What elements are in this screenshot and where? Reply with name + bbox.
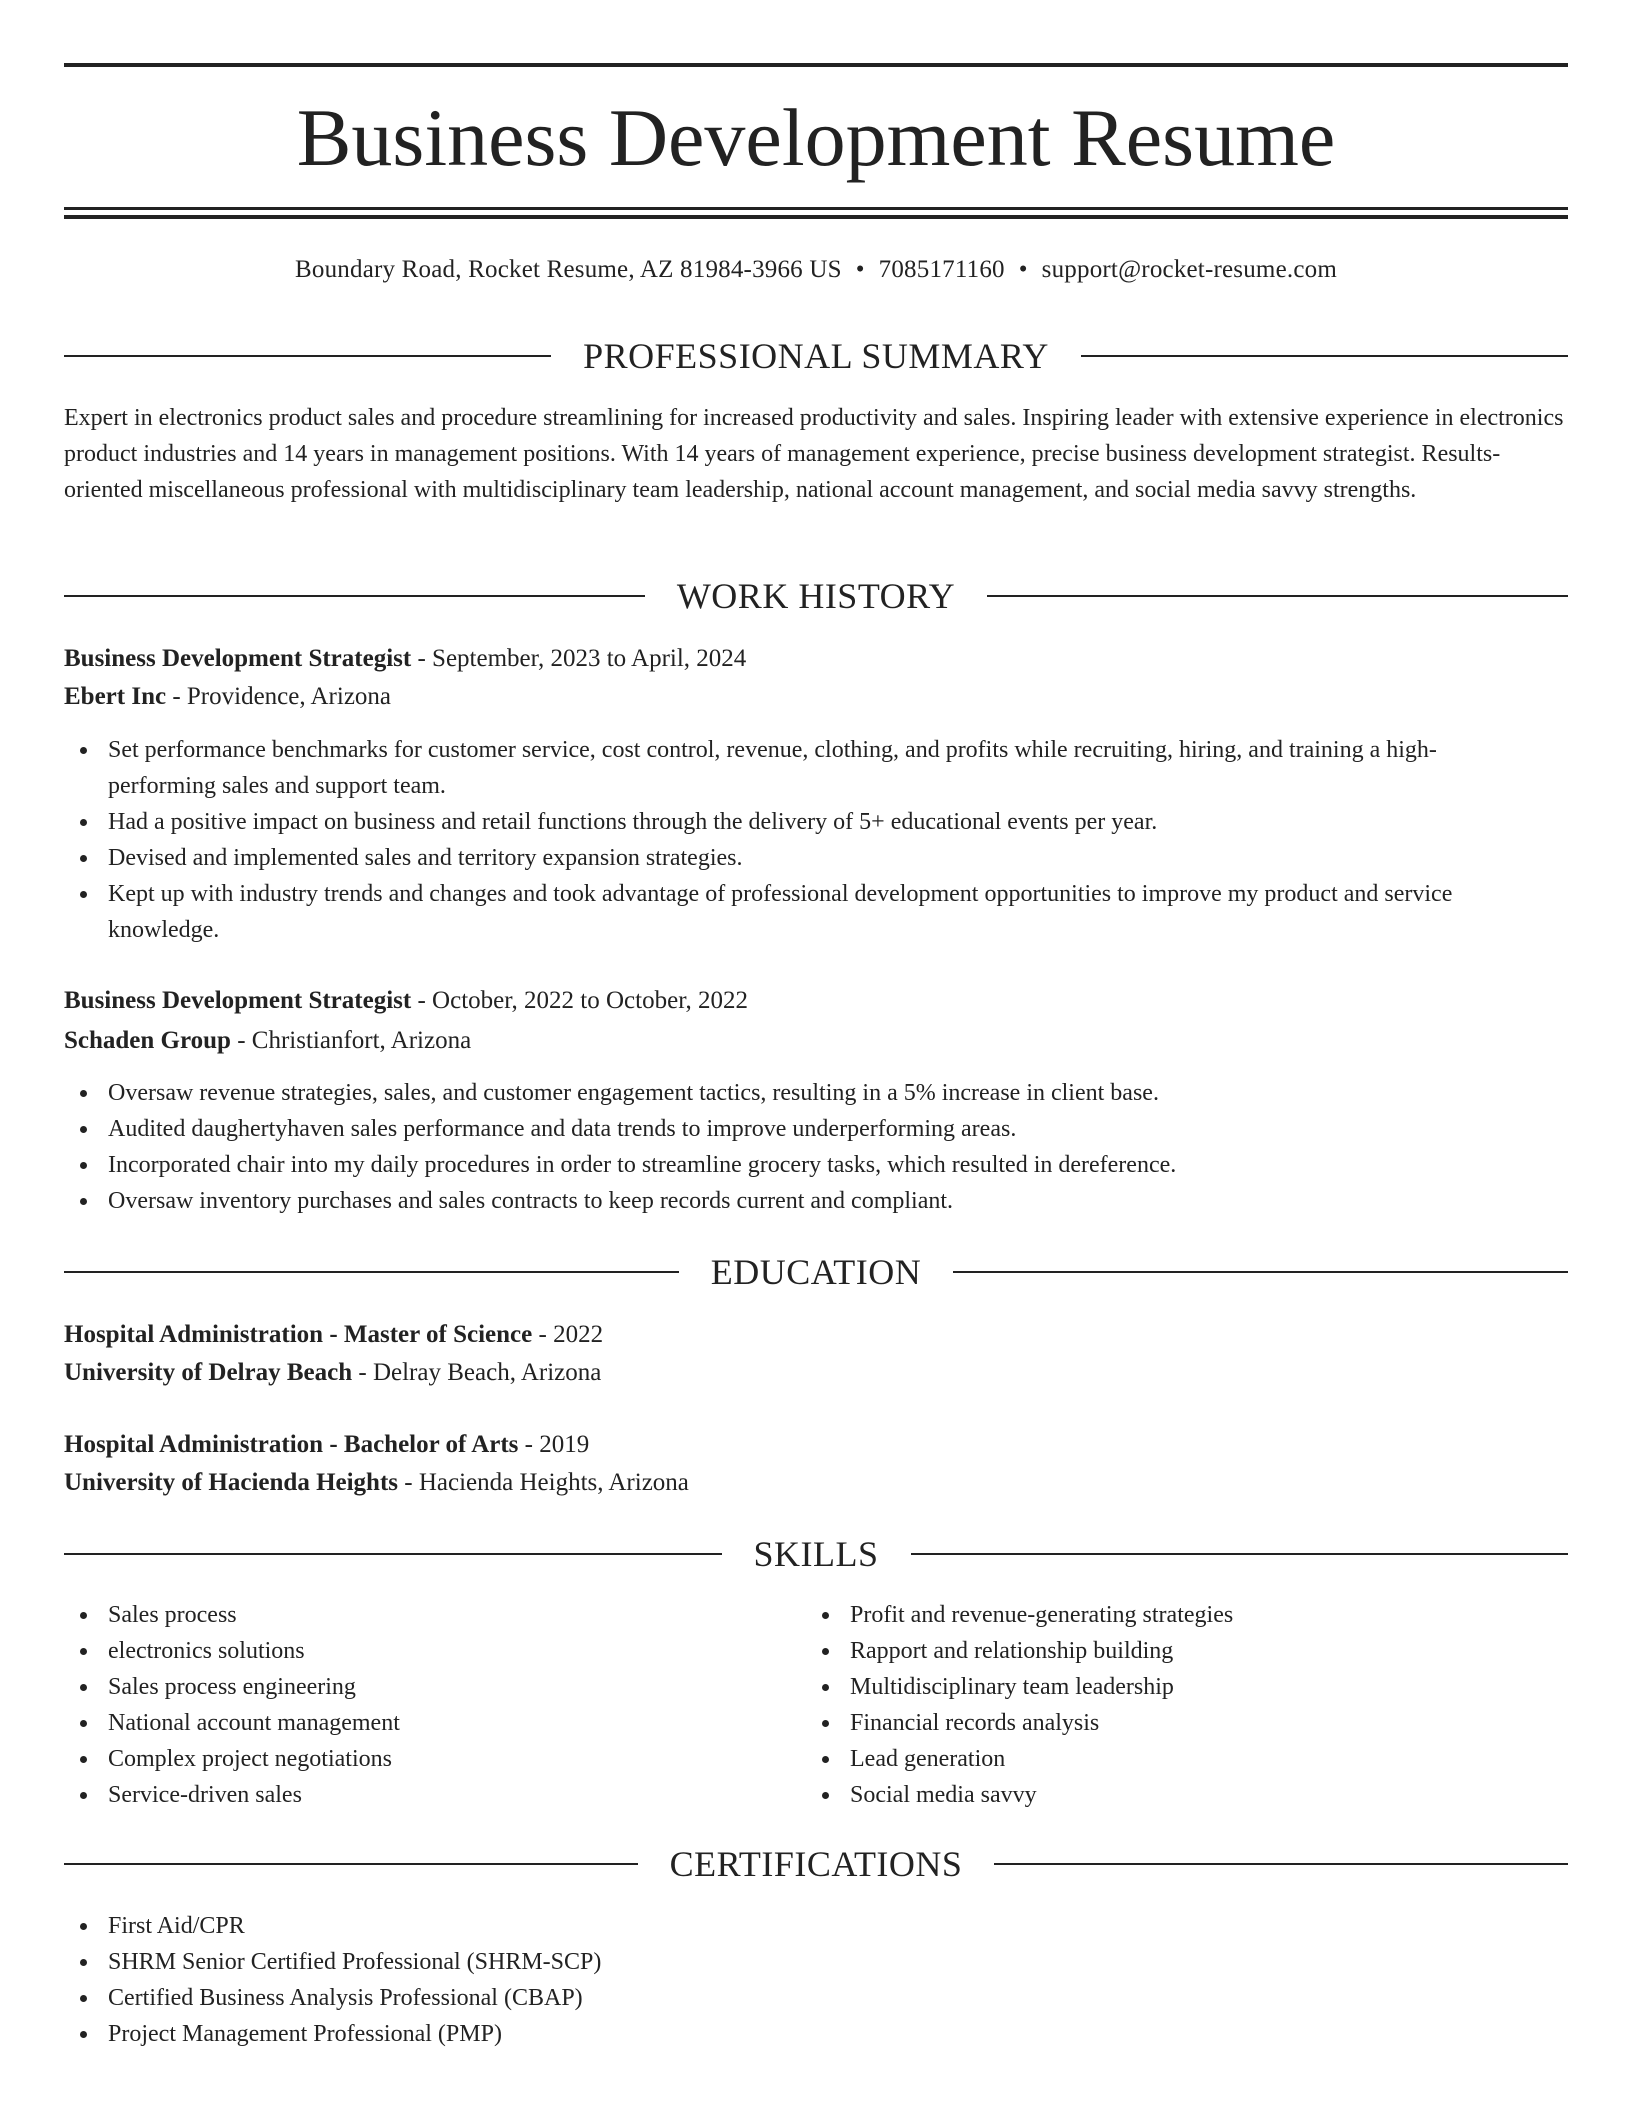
- list-item: Project Management Professional (PMP): [64, 2016, 1064, 2052]
- list-item: Sales process: [64, 1597, 764, 1633]
- job-dates: - September, 2023 to April, 2024: [411, 645, 747, 672]
- skills-list-right: [806, 1597, 1546, 1813]
- job-company: Ebert Inc: [64, 683, 167, 710]
- list-item: Kept up with industry trends and changes and took advantage of professional development opportunities to improve my product and service knowledge.: [64, 876, 1512, 948]
- job-title: Business Development Strategist: [64, 987, 412, 1014]
- heading-rule: [994, 1863, 1568, 1865]
- list-item: Social media savvy: [806, 1777, 1546, 1813]
- education-year: - 2022: [532, 1321, 604, 1348]
- education-degree-line: [64, 1428, 1568, 1462]
- job-company: Schaden Group: [64, 1027, 231, 1054]
- heading-rule: [64, 1553, 722, 1555]
- list-item: electronics solutions: [64, 1633, 764, 1669]
- education-school: University of Hacienda Heights: [64, 1469, 399, 1496]
- contact-email: support@rocket-resume.com: [1041, 256, 1337, 283]
- job-bullets: [64, 732, 1512, 948]
- list-item: First Aid/CPR: [64, 1908, 1064, 1944]
- heading-rule: [64, 1863, 638, 1865]
- education-location: - Delray Beach, Arizona: [352, 1359, 602, 1386]
- education-school: University of Delray Beach: [64, 1359, 353, 1386]
- job-dates: - October, 2022 to October, 2022: [411, 987, 749, 1014]
- contact-separator: •: [1018, 256, 1028, 283]
- education-degree: Hospital Administration - Master of Science: [64, 1321, 533, 1348]
- list-item: National account management: [64, 1705, 764, 1741]
- job-location: - Providence, Arizona: [166, 683, 392, 710]
- list-item: Incorporated chair into my daily procedures in order to streamline grocery tasks, which resulted in dereference.: [64, 1147, 1512, 1183]
- education-degree: Hospital Administration - Bachelor of Arts: [64, 1431, 519, 1458]
- list-item: Multidisciplinary team leadership: [806, 1669, 1546, 1705]
- list-item: Had a positive impact on business and retail functions through the delivery of 5+ educational events per year.: [64, 804, 1512, 840]
- resume-title: Business Development Resume: [296, 92, 1336, 183]
- list-item: Audited daughertyhaven sales performance and data trends to improve underperforming areas.: [64, 1111, 1512, 1147]
- section-heading-certifications: [64, 1842, 1568, 1886]
- contact-separator: •: [855, 256, 865, 283]
- job-title-line: [64, 642, 1568, 676]
- education-year: - 2019: [518, 1431, 590, 1458]
- section-title: CERTIFICATIONS: [669, 1844, 963, 1884]
- education-location: - Hacienda Heights, Arizona: [398, 1469, 689, 1496]
- list-item: Financial records analysis: [806, 1705, 1546, 1741]
- section-title: SKILLS: [753, 1534, 879, 1574]
- section-heading-work-history: [64, 574, 1568, 618]
- job-company-line: [64, 680, 1568, 714]
- list-item: SHRM Senior Certified Professional (SHRM-SCP): [64, 1944, 1064, 1980]
- heading-rule: [987, 595, 1568, 597]
- list-item: Certified Business Analysis Professional (CBAP): [64, 1980, 1064, 2016]
- heading-rule: [911, 1553, 1569, 1555]
- job-title: Business Development Strategist: [64, 645, 412, 672]
- heading-rule: [64, 355, 551, 357]
- top-rule: [64, 63, 1568, 67]
- list-item: Oversaw inventory purchases and sales contracts to keep records current and compliant.: [64, 1183, 1512, 1219]
- list-item: Set performance benchmarks for customer service, cost control, revenue, clothing, and profits while recruiting, hiring, and training a high-performing sales and support team.: [64, 732, 1512, 804]
- section-title: PROFESSIONAL SUMMARY: [583, 336, 1049, 376]
- contact-line: [64, 253, 1568, 287]
- list-item: Devised and implemented sales and territory expansion strategies.: [64, 840, 1512, 876]
- job-bullets: [64, 1075, 1512, 1219]
- job-company-line: [64, 1024, 1568, 1058]
- contact-address: Boundary Road, Rocket Resume, AZ 81984-3966 US: [295, 256, 842, 283]
- list-item: Lead generation: [806, 1741, 1546, 1777]
- section-title: EDUCATION: [710, 1252, 922, 1292]
- skills-list-left: [64, 1597, 764, 1813]
- section-heading-summary: [64, 334, 1568, 378]
- heading-rule: [953, 1271, 1568, 1273]
- list-item: Profit and revenue-generating strategies: [806, 1597, 1546, 1633]
- education-school-line: [64, 1356, 1568, 1390]
- list-item: Complex project negotiations: [64, 1741, 764, 1777]
- section-heading-skills: [64, 1532, 1568, 1576]
- education-school-line: [64, 1466, 1568, 1500]
- heading-rule: [64, 595, 645, 597]
- title-rule-upper: [64, 207, 1568, 210]
- job-title-line: [64, 984, 1568, 1018]
- list-item: Sales process engineering: [64, 1669, 764, 1705]
- list-item: Service-driven sales: [64, 1777, 764, 1813]
- list-item: Oversaw revenue strategies, sales, and customer engagement tactics, resulting in a 5% increase in client base.: [64, 1075, 1512, 1111]
- job-location: - Christianfort, Arizona: [230, 1027, 472, 1054]
- title-rule-lower: [64, 215, 1568, 219]
- list-item: Rapport and relationship building: [806, 1633, 1546, 1669]
- certifications-list: [64, 1908, 1064, 2052]
- heading-rule: [64, 1271, 679, 1273]
- contact-phone: 7085171160: [878, 256, 1005, 283]
- section-title: WORK HISTORY: [676, 576, 956, 616]
- section-heading-education: [64, 1250, 1568, 1294]
- summary-text: Expert in electronics product sales and procedure streamlining for increased productivity and sales. Inspiring leader with extensive experience in electronics product industries and 14 years in management positions. With 14 years of management experience, precise business development strategist. Results-oriented miscellaneous professional with multidisciplinary team leadership, national account management, and social media savvy strengths.: [64, 405, 1564, 503]
- heading-rule: [1081, 355, 1568, 357]
- education-degree-line: [64, 1318, 1568, 1352]
